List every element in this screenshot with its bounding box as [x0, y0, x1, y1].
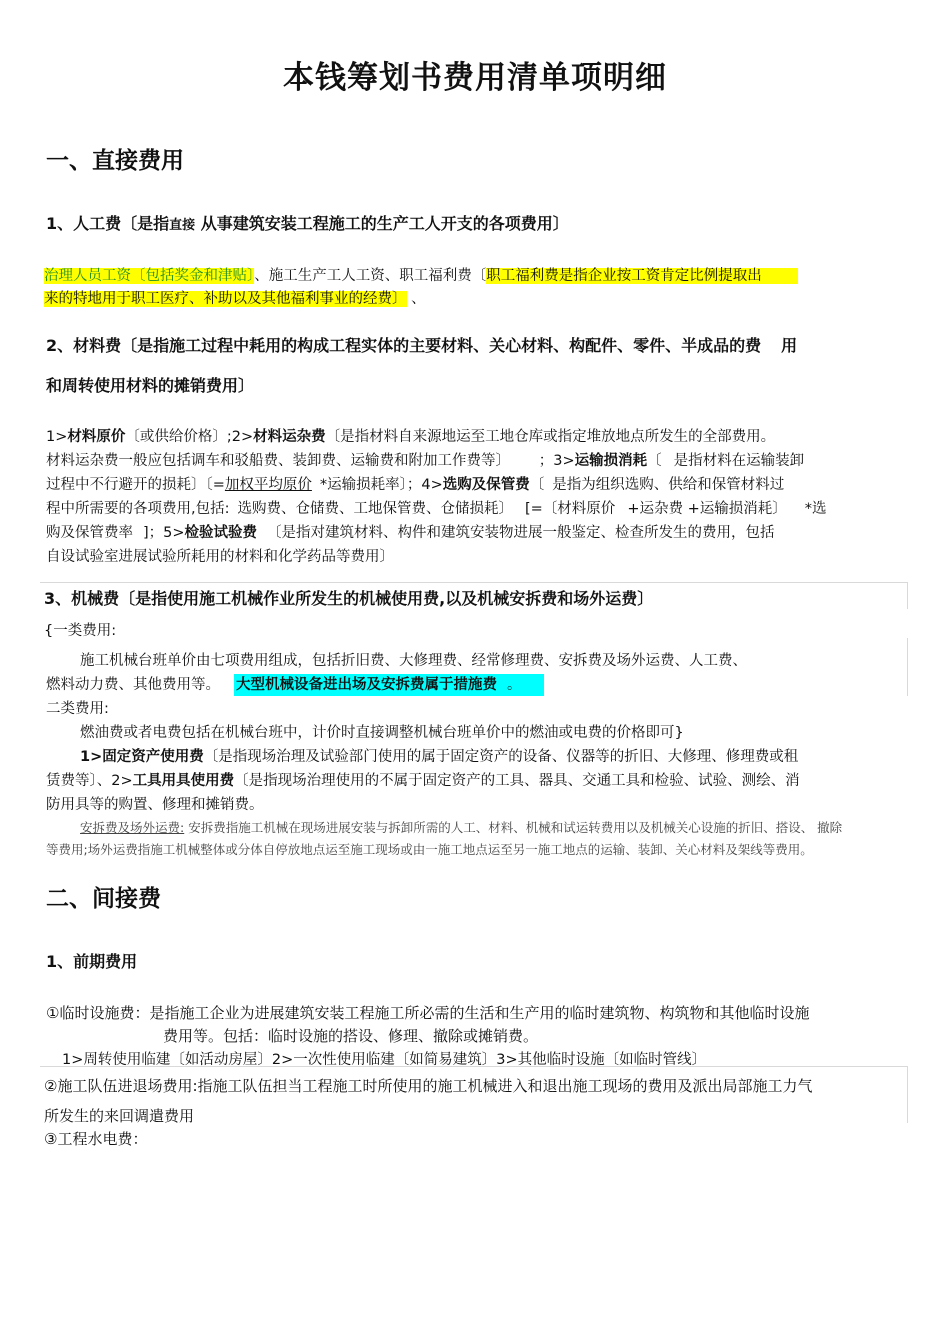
t: 材料运杂费一般应包括调车和驳船费、装卸费、运输费和附加工作费等〕: [46, 453, 503, 469]
large-machine-highlight: 大型机械设备进出场及安拆费属于措施费: [234, 674, 499, 696]
machine-heading: 3、机械费〔是指使用施工机械作业所发生的机械使用费,以及机械安拆费和场外运费〕: [44, 589, 654, 608]
material-heading-line1: [46, 333, 797, 356]
material-line-6: 自设试验室进展试验所耗用的材料和化学药品等费用〕: [46, 549, 394, 565]
t: [=〔材料原价: [525, 501, 616, 517]
labor-tail: 、: [406, 291, 426, 307]
machine-cat1: {一类费用:: [44, 623, 117, 639]
t: 是指材料在运输装卸: [673, 453, 805, 469]
material-line-3: [46, 473, 784, 494]
t: +运杂费 +运输损消耗〕: [627, 501, 787, 517]
t: 1>: [46, 429, 68, 445]
team-move-line1: ②施工队伍进退场费用:指施工队伍担当工程施工时所使用的施工机械进入和退出施工现场的费用及派出局部施工力气: [44, 1077, 813, 1095]
transport-loss-term: 运输损消耗: [574, 453, 648, 469]
fixed-asset-line2: [46, 769, 800, 790]
labor-mid-text: 、施工生产工人工资、职工福利费〔: [254, 268, 487, 284]
material-price-term: 材料原价: [67, 429, 126, 445]
section-heading-indirect: 二、间接费: [46, 886, 161, 912]
page-title: 本钱筹划书费用清单项明细: [283, 60, 667, 96]
pre-cost-heading: 1、前期费用: [46, 952, 138, 971]
material-line-5: [46, 521, 775, 542]
t: 燃料动力费、其他费用等。: [46, 677, 220, 693]
inspection-test-term: 检验试验费: [184, 525, 258, 541]
machine-c1-line2: [46, 673, 544, 694]
install-transport-line1: [80, 818, 842, 836]
purchase-storage-term: 选购及保管费: [442, 477, 530, 493]
team-move-line2: 所发生的来回调遣费用: [44, 1107, 195, 1125]
labor-line-1: [44, 264, 798, 285]
t: *选: [804, 501, 827, 517]
material-line-2: [46, 449, 804, 470]
t: 安拆费指施工机械在现场进展安装与拆卸所需的人工、材料、机械和试运转费用以及机械关心设施的折旧、搭设、 撤除: [184, 820, 843, 835]
material-heading-line2: 和周转使用材料的摊销费用〕: [46, 376, 255, 395]
material-line-1: [46, 425, 775, 446]
material-heading-text: 2、材料费〔是指施工过程中耗用的构成工程实体的主要材料、关心材料、构配件、零件、半成品的费: [46, 336, 762, 355]
t: 。: [499, 674, 544, 696]
divider: [907, 638, 908, 696]
water-electric-line: ③工程水电费：: [44, 1130, 148, 1148]
t: ；3>: [538, 453, 575, 469]
labor-heading-prefix: 1、人工费〔是指: [46, 214, 170, 233]
t: 〔: [647, 453, 662, 469]
machine-cat2: 二类费用:: [46, 701, 109, 717]
material-line-4: [46, 497, 826, 518]
t: 〔: [529, 477, 545, 493]
fixed-asset-line3: 防用具等的购置、修理和摊销费。: [46, 797, 264, 813]
labor-heading-suffix: 从事建筑安装工程施工的生产工人开支的各项费用〕: [195, 214, 569, 233]
welfare-highlight-2: 来的特地用于职工医疗、补助以及其他福利事业的经费〕: [44, 291, 407, 307]
labor-heading-small: 直接: [169, 218, 196, 233]
material-heading-tail: 用: [781, 336, 798, 355]
section-heading-direct: 一、直接费用: [46, 148, 184, 174]
welfare-highlight-1: 职工福利费是指企业按工资肯定比例提取出: [486, 268, 798, 284]
machine-c2-line1: 燃油费或者电费包括在机械台班中，计价时直接调整机械台班单价中的燃油或电费的价格即可}: [80, 725, 684, 741]
labor-heading: [46, 211, 569, 234]
machine-c1-line1: 施工机械台班单价由七项费用组成，包括折旧费、大修理费、经常修理费、安拆费及场外运费、人工费、: [80, 653, 747, 669]
temp-facility-line1: ①临时设施费：是指施工企业为进展建筑安装工程施工所必需的生活和生产用的临时建筑物、构筑物和其他临时设施: [46, 1004, 810, 1022]
t: 〔是指现场治理及试验部门使用的属于固定资产的设备、仪器等的折旧、大修理、修理费或租: [203, 749, 799, 765]
t: 〔是指现场治理使用的不属于固定资产的工具、器具、交通工具和检验、试验、测绘、消: [234, 773, 800, 789]
labor-line-2: [44, 287, 426, 308]
t: 〔是指对建筑材料、构件和建筑安装物进展一般鉴定、检查所发生的费用，包括: [267, 525, 775, 541]
temp-facility-line3: 1>周转使用临建〔如活动房屋〕2>一次性使用临建〔如简易建筑〕3>其他临时设施〔如临时管线〕: [62, 1052, 707, 1068]
fixed-asset-term: 1>固定资产使用费: [80, 749, 204, 765]
t: 过程中不行避开的损耗〕〔=: [46, 477, 225, 493]
temp-facility-line2: 费用等。包括：临时设施的搭设、修理、撤除或摊销费。: [163, 1027, 539, 1045]
fixed-asset-line1: [80, 745, 798, 766]
t: 赁费等〕、2>: [46, 773, 133, 789]
tools-term: 工具用具使用费: [132, 773, 235, 789]
material-freight-term: 材料运杂费: [253, 429, 326, 445]
t: 〔或供给价格〕;2>: [125, 429, 254, 445]
t: 购及保管费率: [46, 525, 133, 541]
t: *运输损耗率〕；4>: [319, 477, 443, 493]
install-transport-line2: 等费用;场外运费指施工机械整体或分体自停放地点运至施工现场或由一施工地点运至另一施工地点的运输、装卸、关心材料及架线等费用。: [46, 842, 813, 857]
t: 〔是指材料自来源地运至工地仓库或指定堆放地点所发生的全部费用。: [325, 429, 776, 445]
weighted-avg-price: 加权平均原价: [224, 477, 312, 493]
t: ]；5>: [143, 525, 185, 541]
t: 是指为组织选购、供给和保管材料过: [552, 477, 785, 493]
t: 程中所需要的各项费用,包括:: [46, 501, 230, 517]
t: 选购费、仓储费、工地保管费、仓储损耗〕: [237, 501, 513, 517]
install-transport-term: 安拆费及场外运费:: [80, 820, 185, 835]
mgmt-salary-highlight: 治理人员工资〔包括奖金和津贴〕: [44, 268, 255, 284]
